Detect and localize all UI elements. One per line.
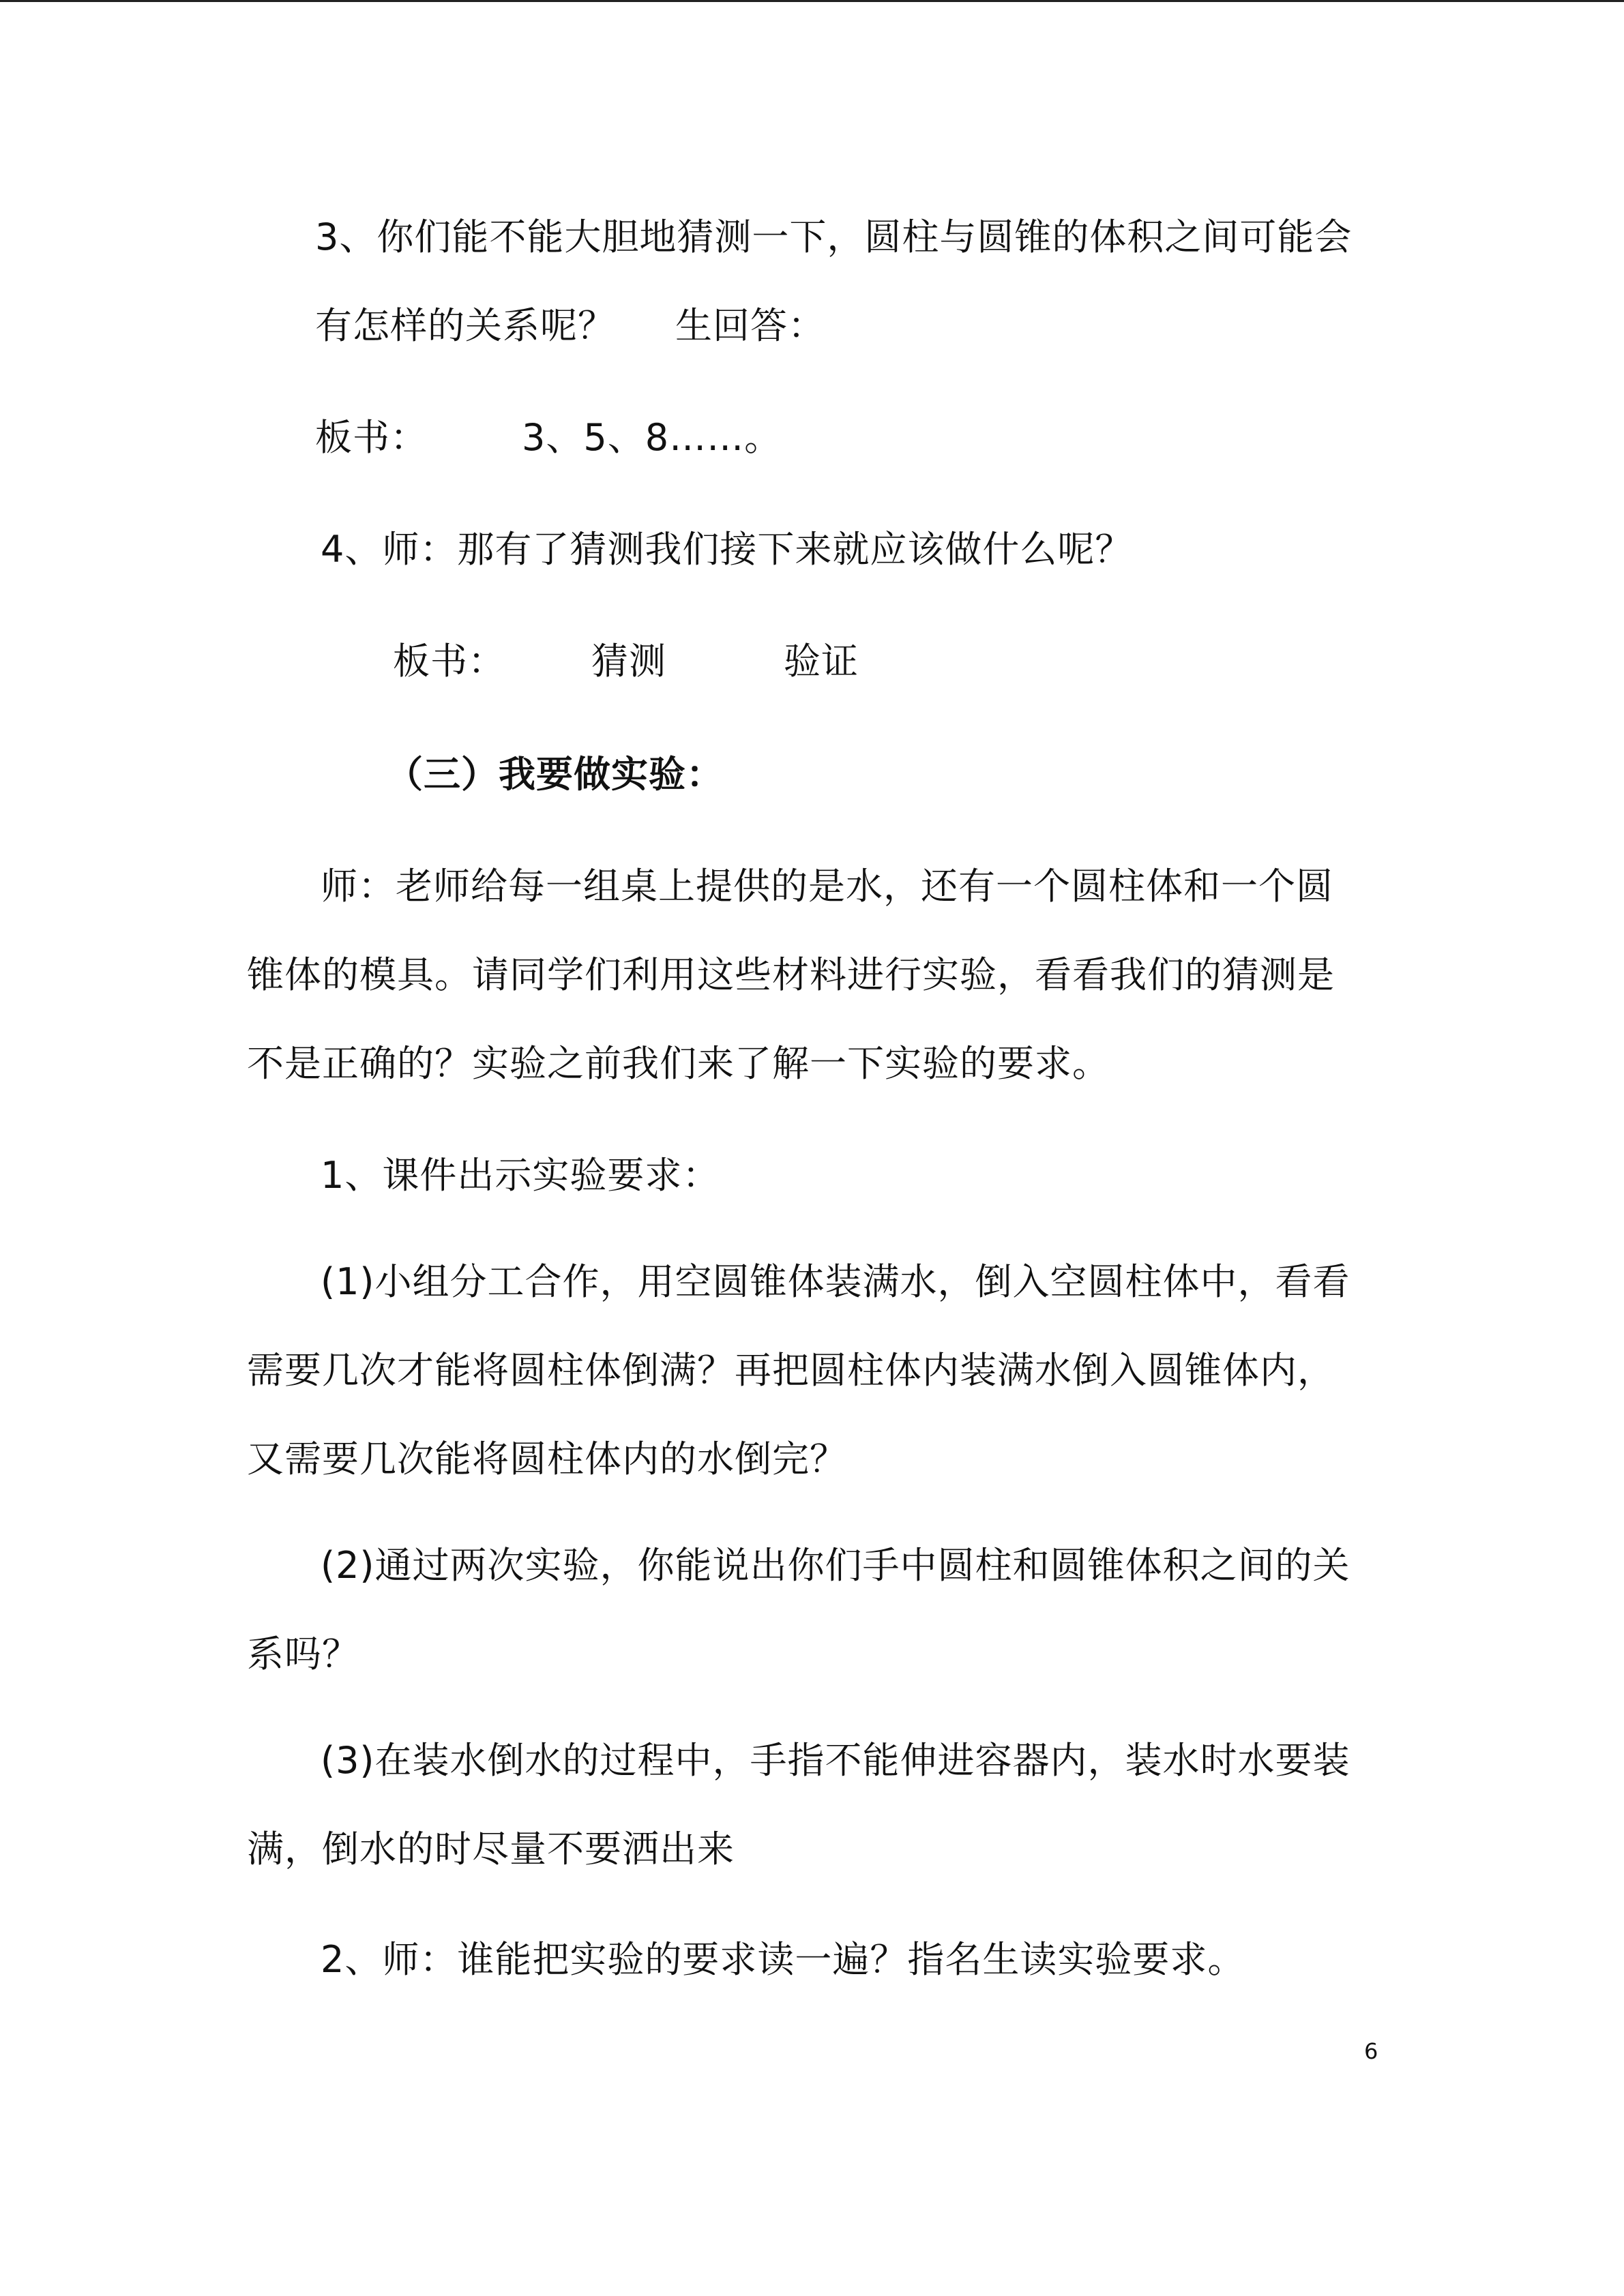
page-number: 6 <box>1364 2038 1378 2064</box>
teacher-intro-line-2: 锥体的模具。请同学们利用这些材料进行实验，看看我们的猜测是 <box>247 953 1335 996</box>
requirement-2-line-2: 系吗？ <box>247 1632 359 1675</box>
step-2: 2、师：谁能把实验的要求读一遍？指名生读实验要求。 <box>321 1938 1245 1981</box>
board-content-1: 3、5、8……。 <box>522 416 782 459</box>
teacher-intro-line-1: 师：老师给每一组桌上提供的是水，还有一个圆柱体和一个圆 <box>321 865 1333 908</box>
student-answer-label: 生回答： <box>675 304 825 347</box>
paragraph-3-question: 有怎样的关系呢？ <box>315 304 615 347</box>
requirement-1-line-2: 需要几次才能将圆柱体倒满？再把圆柱体内装满水倒入圆锥体内， <box>247 1349 1335 1392</box>
board-note-1 <box>315 416 782 460</box>
requirement-3-line-2: 满，倒水的时尽量不要洒出来 <box>247 1828 735 1870</box>
board-label-2: 板书： <box>393 640 505 683</box>
board-note-2 <box>393 640 859 683</box>
board-item-verify: 验证 <box>784 640 859 683</box>
paragraph-3-line-2 <box>315 304 825 348</box>
requirement-3-line-1: (3)在装水倒水的过程中，手指不能伸进容器内，装水时水要装 <box>321 1739 1350 1782</box>
teacher-intro-line-3: 不是正确的？实验之前我们来了解一下实验的要求。 <box>247 1042 1110 1085</box>
board-label-1: 板书： <box>315 416 428 459</box>
paragraph-4: 4、师：那有了猜测我们接下来就应该做什么呢？ <box>321 528 1133 571</box>
paragraph-3-line-1: 3、你们能不能大胆地猜测一下，圆柱与圆锥的体积之间可能会 <box>315 215 1353 258</box>
requirement-1-line-1: (1)小组分工合作，用空圆锥体装满水，倒入空圆柱体中，看看 <box>321 1260 1350 1303</box>
requirement-2-line-1: (2)通过两次实验，你能说出你们手中圆柱和圆锥体积之间的关 <box>321 1544 1350 1587</box>
step-1: 1、课件出示实验要求： <box>321 1154 720 1197</box>
section-heading: （三）我要做实验： <box>386 753 724 796</box>
board-item-guess: 猜测 <box>591 640 666 683</box>
requirement-1-line-3: 又需要几次能将圆柱体内的水倒完？ <box>247 1437 847 1480</box>
page-top-border <box>0 0 1624 2</box>
